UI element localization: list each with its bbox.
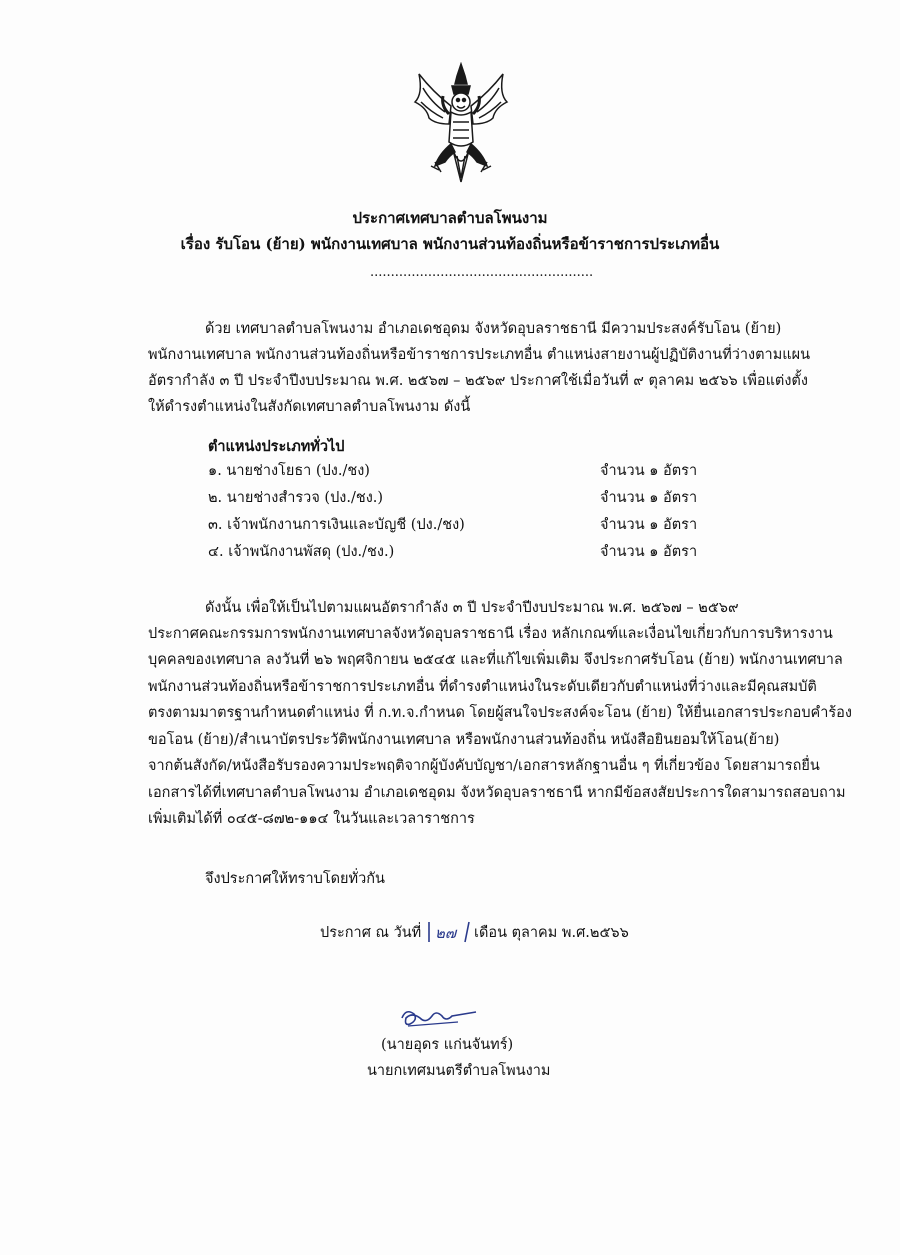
body-line-6: ขอโอน (ย้าย)/สำเนาบัตรประวัติพนักงานเทศบาล หรือพนักงานส่วนท้องถิ่น หนังสือยินยอมให้โอน(ย้าย)	[148, 732, 780, 748]
date-prefix: ประกาศ ณ วันที่	[320, 925, 422, 941]
intro-line-2: พนักงานเทศบาล พนักงานส่วนท้องถิ่นหรือข้าราชการประเภทอื่น ตำแหน่งสายงานผู้ปฏิบัติงานที่ว่างตามแผน	[148, 347, 811, 363]
announce-line: จึงประกาศให้ทราบโดยทั่วกัน	[205, 871, 385, 887]
announcement-subject: เรื่อง รับโอน (ย้าย) พนักงานเทศบาล พนักงานส่วนท้องถิ่นหรือข้าราชการประเภทอื่น	[180, 235, 720, 253]
signatory-title: นายกเทศมนตรีตำบลโพนงาม	[367, 1063, 551, 1079]
body-line-5: ตรงตามมาตรฐานกำหนดตำแหน่ง ที่ ก.ท.จ.กำหนด โดยผู้สนใจประสงค์จะโอน (ย้าย) ให้ยื่นเอกสารประกอบคำร้อง	[148, 705, 852, 721]
position-count: จำนวน ๑ อัตรา	[600, 490, 698, 506]
date-suffix: เดือน ตุลาคม พ.ศ.๒๕๖๖	[474, 925, 629, 941]
position-count: จำนวน ๑ อัตรา	[600, 517, 698, 533]
intro-line-1: ด้วย เทศบาลตำบลโพนงาม อำเภอเดชอุดม จังหวัดอุบลราชธานี มีความประสงค์รับโอน (ย้าย)	[205, 321, 782, 337]
body-line-9: เพิ่มเติมได้ที่ ๐๔๕-๘๗๒-๑๑๔ ในวันและเวลาราชการ	[148, 811, 475, 827]
position-name: ๓. เจ้าพนักงานการเงินและบัญชี (ปง./ชง)	[208, 517, 465, 533]
intro-line-3: อัตรากำลัง ๓ ปี ประจำปีงบประมาณ พ.ศ. ๒๕๖๗ – ๒๕๖๙ ประกาศใช้เมื่อวันที่ ๙ ตุลาคม ๒๕๖๖ เพื่อแต่งตั้ง	[148, 373, 808, 389]
handwritten-day-text: ๒๗	[435, 924, 457, 942]
body-line-1: ดังนั้น เพื่อให้เป็นไปตามแผนอัตรากำลัง ๓ ปี ประจำปีงบประมาณ พ.ศ. ๒๕๖๗ – ๒๕๖๙	[205, 600, 739, 616]
position-row	[208, 458, 728, 484]
signature-icon	[398, 1004, 480, 1032]
positions-heading: ตำแหน่งประเภททั่วไป	[208, 438, 345, 455]
body-line-7: จากต้นสังกัด/หนังสือรับรองความประพฤติจากผู้บังคับบัญชา/เอกสารหลักฐานอื่น ๆ ที่เกี่ยวข้อง โดยสามารถยื่น	[148, 758, 820, 774]
position-row	[208, 539, 728, 565]
position-name: ๔. เจ้าพนักงานพัสดุ (ปง./ชง.)	[208, 544, 395, 560]
body-line-3: บุคคลของเทศบาล ลงวันที่ ๒๖ พฤศจิกายน ๒๕๔๕ และที่แก้ไขเพิ่มเติม จึงประกาศรับโอน (ย้าย) พนักงานเทศบาล	[148, 652, 843, 668]
announcement-title: ประกาศเทศบาลตำบลโพนงาม	[352, 209, 548, 227]
position-name: ๑. นายช่างโยธา (ปง./ชง)	[208, 463, 370, 479]
handwritten-day	[427, 920, 471, 944]
position-count: จำนวน ๑ อัตรา	[600, 463, 698, 479]
position-name: ๒. นายช่างสำรวจ (ปง./ชง.)	[208, 490, 384, 506]
intro-line-4: ให้ดำรงตำแหน่งในสังกัดเทศบาลตำบลโพนงาม ดังนี้	[148, 399, 471, 415]
body-line-2: ประกาศคณะกรรมการพนักงานเทศบาลจังหวัดอุบลราชธานี เรื่อง หลักเกณฑ์และเงื่อนไขเกี่ยวกับการบริหารงาน	[148, 626, 833, 642]
signatory-name: (นายอุดร แก่นจันทร์)	[381, 1037, 514, 1053]
body-line-8: เอกสารได้ที่เทศบาลตำบลโพนงาม อำเภอเดชอุดม จังหวัดอุบลราชธานี หากมีข้อสงสัยประการใดสามารถสอบถาม	[148, 785, 846, 801]
position-count: จำนวน ๑ อัตรา	[600, 544, 698, 560]
separator-dots: ......................................................	[370, 265, 594, 280]
garuda-emblem-icon	[405, 62, 517, 192]
position-row	[208, 485, 728, 511]
body-line-4: พนักงานส่วนท้องถิ่นหรือข้าราชการประเภทอื่น ที่ดำรงตำแหน่งในระดับเดียวกับตำแหน่งที่ว่างและมีคุณสมบัติ	[148, 679, 817, 695]
position-row	[208, 512, 728, 538]
